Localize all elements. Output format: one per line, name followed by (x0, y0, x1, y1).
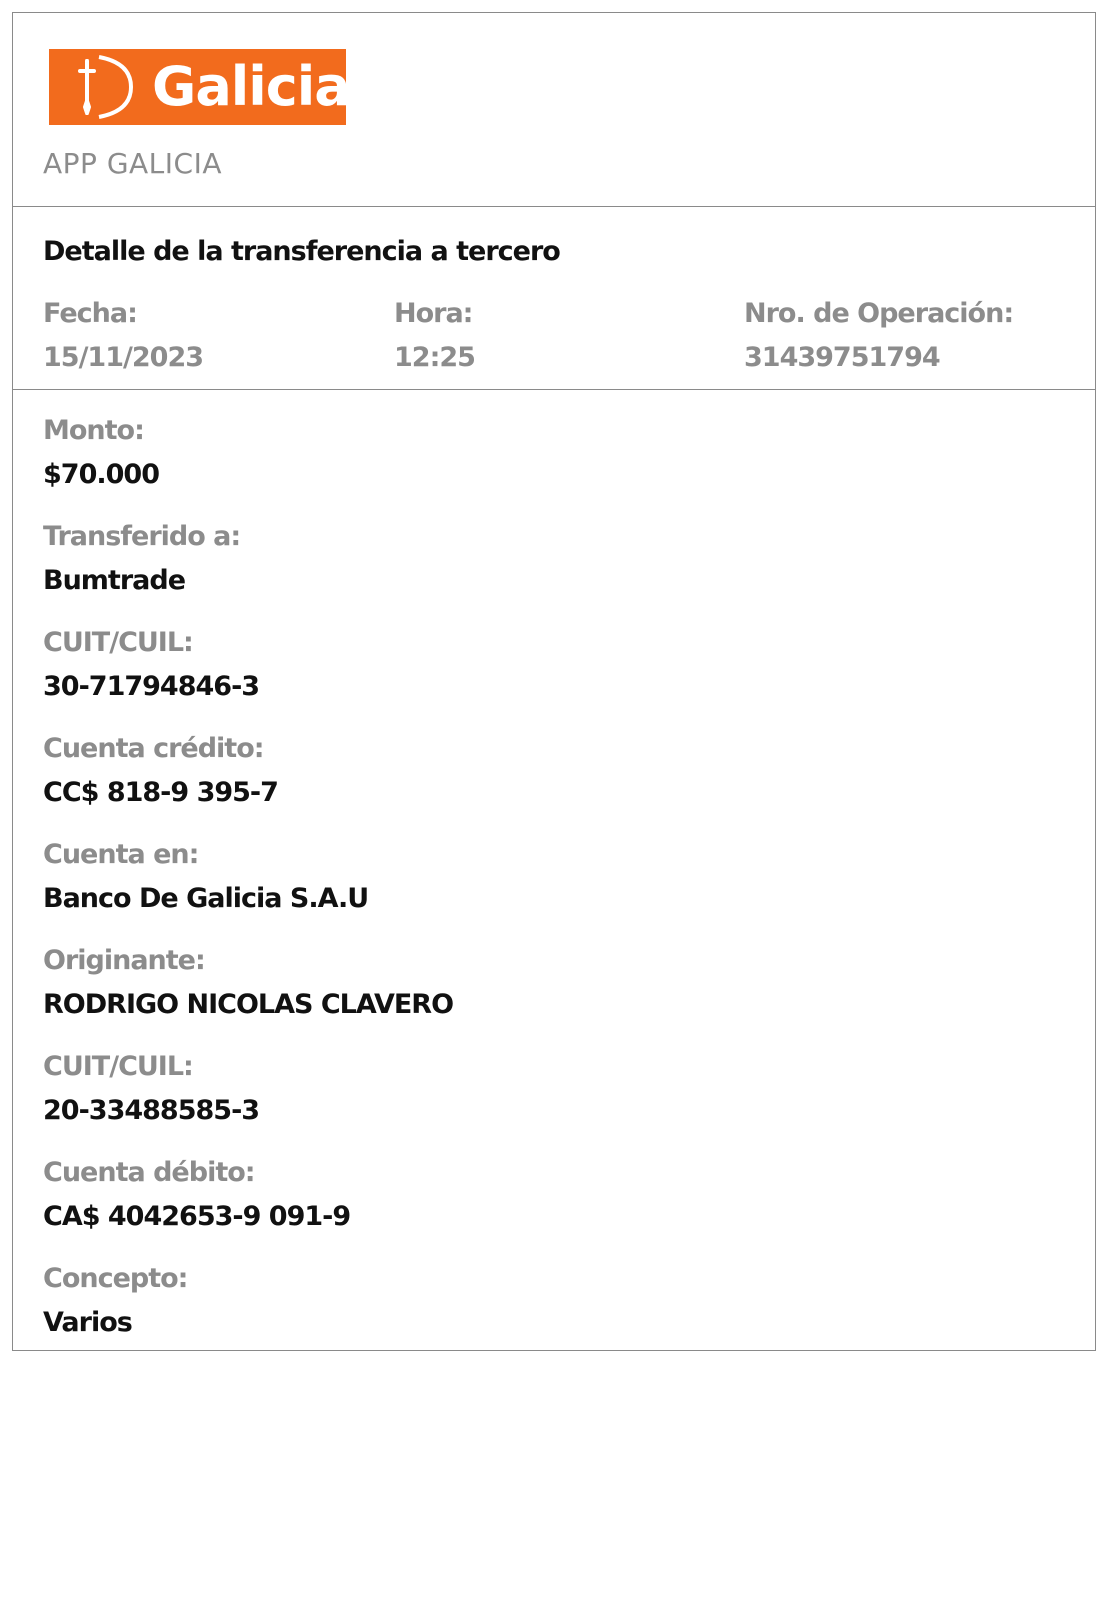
galicia-emblem-icon (49, 49, 152, 125)
field-value: CA$ 4042653-9 091-9 (43, 1201, 351, 1232)
field-value: $70.000 (43, 459, 159, 490)
field-label: Monto: (43, 415, 144, 446)
date-block (43, 296, 203, 376)
field-value: RODRIGO NICOLAS CLAVERO (43, 989, 454, 1020)
field-label: Cuenta crédito: (43, 733, 264, 764)
field-value: Banco De Galicia S.A.U (43, 883, 369, 914)
operation-block (744, 296, 1013, 376)
field-value: 20-33488585-3 (43, 1095, 260, 1126)
field-label: Originante: (43, 945, 205, 976)
field-label: Cuenta débito: (43, 1157, 255, 1188)
concept-field (43, 1261, 453, 1367)
credit-account-field (43, 731, 453, 837)
field-label: Cuenta en: (43, 839, 199, 870)
transfer-receipt (12, 12, 1096, 1351)
recipient-field (43, 519, 453, 625)
operation-number-label: Nro. de Operación: (744, 298, 1014, 329)
transfer-summary (13, 206, 1095, 390)
field-label: Transferido a: (43, 521, 241, 552)
galicia-logo (49, 49, 350, 125)
field-value: Bumtrade (43, 565, 186, 596)
field-label: Concepto: (43, 1263, 188, 1294)
date-value: 15/11/2023 (43, 342, 204, 373)
time-value: 12:25 (394, 342, 475, 373)
time-label: Hora: (394, 298, 473, 329)
transfer-details (43, 413, 453, 1367)
page-title: Detalle de la transferencia a tercero (43, 236, 560, 267)
debit-account-field (43, 1155, 453, 1261)
originator-cuit-field (43, 1049, 453, 1155)
field-value: Varios (43, 1307, 132, 1338)
app-name: APP GALICIA (43, 147, 222, 180)
field-label: CUIT/CUIL: (43, 1051, 193, 1082)
operation-number-value: 31439751794 (744, 342, 940, 373)
field-value: CC$ 818-9 395-7 (43, 777, 278, 808)
bank-field (43, 837, 453, 943)
date-label: Fecha: (43, 298, 137, 329)
amount-field (43, 413, 453, 519)
field-value: 30-71794846-3 (43, 671, 260, 702)
time-block (394, 296, 475, 376)
recipient-cuit-field (43, 625, 453, 731)
receipt-header (13, 13, 1095, 207)
logo-wordmark: Galicia (152, 55, 350, 118)
originator-field (43, 943, 453, 1049)
field-label: CUIT/CUIL: (43, 627, 193, 658)
